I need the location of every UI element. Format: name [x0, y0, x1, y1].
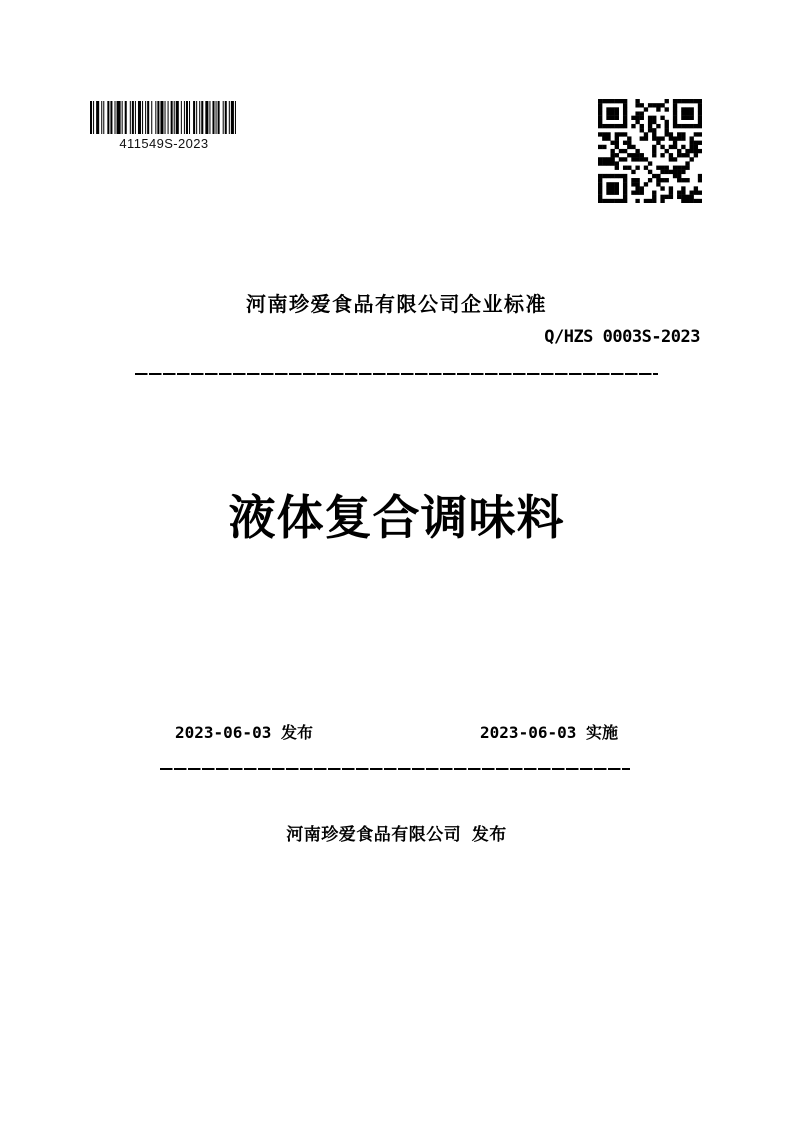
qr-code-icon	[598, 99, 702, 203]
dates-row	[175, 720, 618, 743]
top-divider-rule	[135, 373, 658, 375]
implement-date: 2023-06-03 实施	[480, 723, 618, 742]
bottom-divider-rule	[160, 768, 630, 770]
issue-date: 2023-06-03 发布	[175, 723, 313, 742]
document-title: 液体复合调味料	[228, 491, 565, 544]
barcode-label: 411549S-2023	[119, 136, 209, 151]
standard-number: Q/HZS 0003S-2023	[544, 327, 700, 347]
barcode-icon	[90, 101, 238, 134]
barcode	[90, 101, 238, 151]
company-standard-heading: 河南珍爱食品有限公司企业标准	[246, 294, 547, 316]
publisher-line: 河南珍爱食品有限公司 发布	[286, 825, 507, 844]
